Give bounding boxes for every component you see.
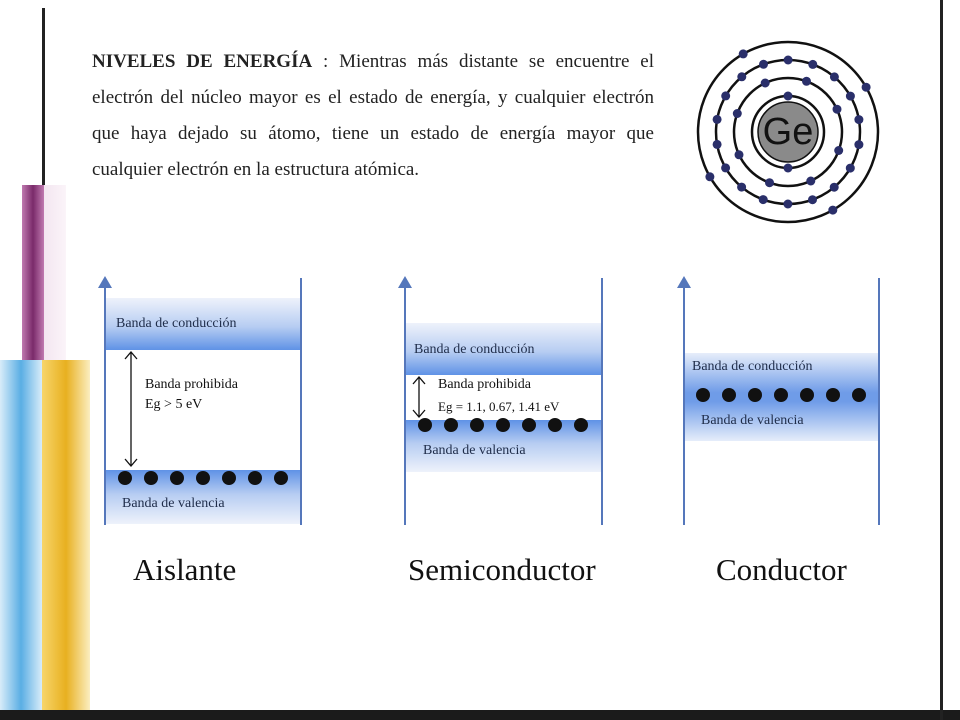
semiconductor-axis-right <box>601 278 603 525</box>
paragraph-body: : Mientras más distante se encuentre el electrón del núcleo mayor es el estado de energía, y cualquier electrón que haya dejado su átomo, tiene un estado de energía mayor que cualquier electrón en la estructura atómica. <box>92 51 654 180</box>
atom-electron <box>833 105 842 114</box>
electron <box>522 418 536 432</box>
atom-electron <box>739 49 748 58</box>
semiconductor-conduction-label: Banda de conducción <box>414 342 535 357</box>
atom-electron <box>808 195 817 204</box>
atom-electron <box>721 91 730 100</box>
electron <box>274 471 288 485</box>
insulator-gap-arrow <box>124 350 138 468</box>
electron <box>222 471 236 485</box>
insulator-caption: Aislante <box>133 552 237 587</box>
electron <box>852 388 866 402</box>
semiconductor-arrow-head <box>398 276 412 288</box>
atom-electron <box>802 77 811 86</box>
electron <box>722 388 736 402</box>
semiconductor-electrons <box>418 418 598 434</box>
semiconductor-valence-label: Banda de valencia <box>423 443 526 458</box>
semiconductor-axis-left <box>404 285 406 525</box>
paragraph-heading: NIVELES DE ENERGÍA <box>92 51 313 72</box>
electron <box>196 471 210 485</box>
atom-electron <box>765 178 774 187</box>
electron <box>574 418 588 432</box>
electron <box>170 471 184 485</box>
conductor-electrons <box>696 388 876 404</box>
insulator-conduction-label: Banda de conducción <box>116 316 237 331</box>
conductor-valence-label: Banda de valencia <box>701 413 804 428</box>
electron <box>748 388 762 402</box>
electron <box>248 471 262 485</box>
atom-electron <box>830 183 839 192</box>
conductor-conduction-label: Banda de conducción <box>692 359 813 374</box>
electron <box>826 388 840 402</box>
atom-electron <box>806 177 815 186</box>
atom-electron <box>846 92 855 101</box>
electron <box>470 418 484 432</box>
insulator-valence-label: Banda de valencia <box>122 496 225 511</box>
atom-electron <box>862 83 871 92</box>
electron <box>418 418 432 432</box>
semiconductor-gap-arrow <box>412 375 426 419</box>
atom-electron <box>733 109 742 118</box>
atom-electron <box>705 172 714 181</box>
atom-electron <box>737 183 746 192</box>
electron <box>444 418 458 432</box>
semiconductor-gap-label: Banda prohibida <box>438 377 531 392</box>
electron <box>696 388 710 402</box>
insulator-electrons <box>118 471 298 487</box>
atom-electron <box>784 92 793 101</box>
electron <box>548 418 562 432</box>
atom-electron <box>713 115 722 124</box>
conductor-axis-right <box>878 278 880 525</box>
germanium-atom <box>672 20 912 250</box>
atom-electron <box>784 164 793 173</box>
insulator-arrow-head <box>98 276 112 288</box>
atom-electron <box>784 56 793 65</box>
atom-electron <box>737 72 746 81</box>
decor-yellow-bar <box>42 360 90 710</box>
electron <box>496 418 510 432</box>
insulator-axis-right <box>300 278 302 525</box>
atom-electron <box>808 60 817 69</box>
atom-electron <box>783 200 792 209</box>
atom-electron <box>830 72 839 81</box>
decor-right-line <box>940 0 943 720</box>
electron <box>118 471 132 485</box>
insulator-gap-value: Eg > 5 eV <box>145 397 203 412</box>
atom-electron <box>713 140 722 149</box>
semiconductor-gap-value: Eg = 1.1, 0.67, 1.41 eV <box>438 399 560 414</box>
intro-paragraph <box>92 44 654 188</box>
atom-electron <box>834 146 843 155</box>
atom-electron <box>828 206 837 215</box>
semiconductor-caption: Semiconductor <box>408 552 596 587</box>
atom-electron <box>854 140 863 149</box>
insulator-gap-label: Banda prohibida <box>145 377 238 392</box>
atom-electron <box>846 164 855 173</box>
decor-lightblue-bar <box>0 360 42 710</box>
atom-electron <box>761 79 770 88</box>
atom-electron <box>759 60 768 69</box>
conductor-arrow-head <box>677 276 691 288</box>
decor-bottom-bar <box>0 710 960 720</box>
conductor-caption: Conductor <box>716 552 847 587</box>
atom-electron <box>721 163 730 172</box>
atom-electron <box>854 115 863 124</box>
electron <box>774 388 788 402</box>
electron <box>800 388 814 402</box>
electron <box>144 471 158 485</box>
atom-symbol: Ge <box>762 111 814 153</box>
atom-electron <box>759 195 768 204</box>
atom-electron <box>735 150 744 159</box>
